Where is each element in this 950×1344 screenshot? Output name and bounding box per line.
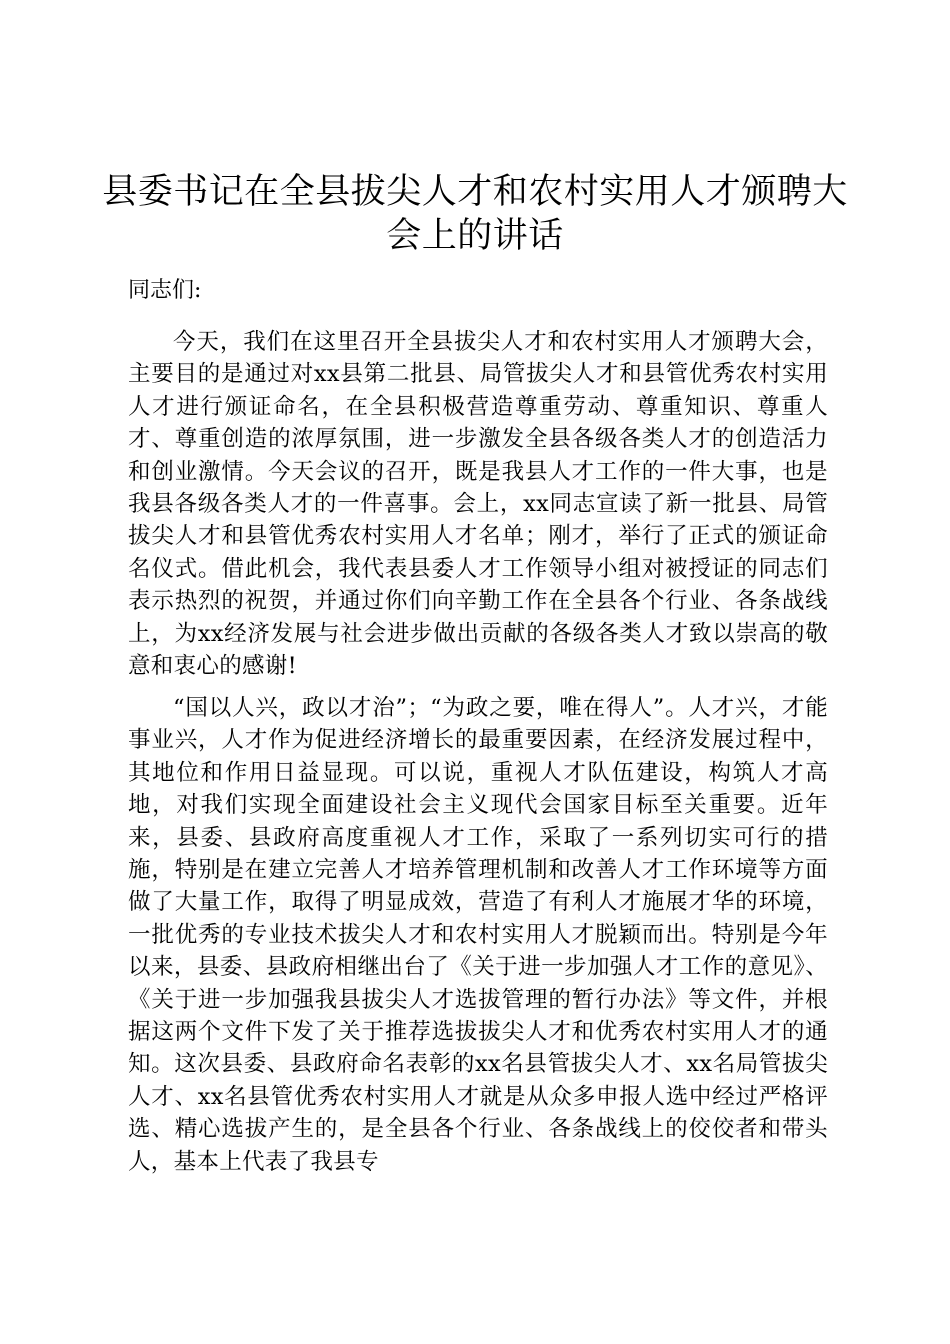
salutation: 同志们: [128,278,202,303]
paragraph-2: “国以人兴，政以才治”；“为政之要，唯在得人”。人才兴，才能事业兴，人才作为促进经济增长的最重要因素，在经济发展过程中，其地位和作用日益显现。可以说，重视人才队伍建设，构筑人才高地，对我们实现全面建设社会主义现代会国家目标至关重要。近年来，县委、县政府高度重视人才工作，采取了一系列切实可行的措施，特别是在建立完善人才培养管理机制和改善人才工作环境等方面做了大量工作，取得了明显成效，营造了有利人才施展才华的环境，一批优秀的专业技术拔尖人才和农村实用人才脱颖而出。特别是今年以来，县委、县政府相继出台了《关于进一步加强人才工作的意见》、《关于进一步加强我县拔尖人才选拔管理的暂行办法》等文件，并根据这两个文件下发了关于推荐选拔拔尖人才和优秀农村实用人才的通知。这次县委、县政府命名表彰的xx名县管拔尖人才、xx名局管拔尖人才、xx名县管优秀农村实用人才就是从众多申报人选中经过严格评选、精心选拔产生的，是全县各个行业、各条战线上的佼佼者和带头人，基本上代表了我县专 [128,695,828,1175]
paragraph-1: 今天，我们在这里召开全县拔尖人才和农村实用人才颁聘大会，主要目的是通过对xx县第二批县、局管拔尖人才和县管优秀农村实用人才进行颁证命名，在全县积极营造尊重劳动、尊重知识、尊重人才、尊重创造的浓厚氛围，进一步激发全县各级各类人才的创造活力和创业激情。今天会议的召开，既是我县人才工作的一件大事，也是我县各级各类人才的一件喜事。会上，xx同志宣读了新一批县、局管拔尖人才和县管优秀农村实用人才名单；刚才，举行了正式的颁证命名仪式。借此机会，我代表县委人才工作领导小组对被授证的同志们表示热烈的祝贺，并通过你们向辛勤工作在全县各个行业、各条战线上，为xx经济发展与社会进步做出贡献的各级各类人才致以崇高的敬意和衷心的感谢! [128,329,828,680]
document-title: 县委书记在全县拔尖人才和农村实用人才颁聘大会上的讲话 [102,172,848,256]
